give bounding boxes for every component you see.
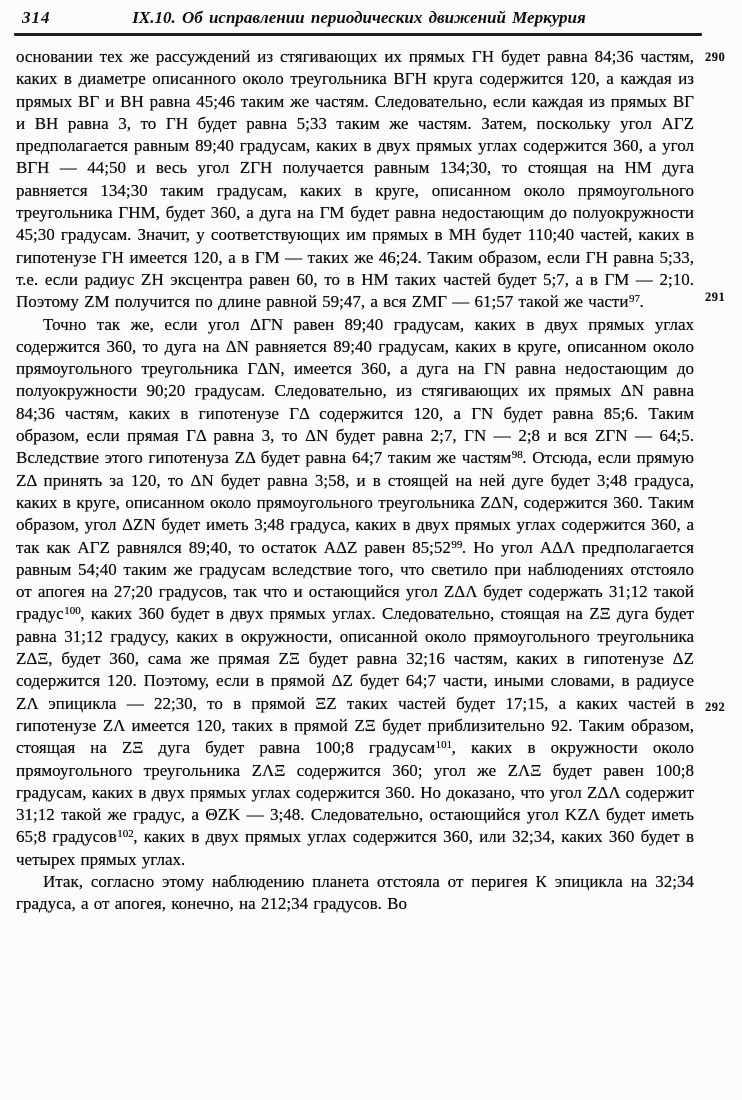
page-number: 314 (22, 8, 51, 27)
page-header (16, 8, 702, 32)
marginal-page-ref-292: 292 (705, 700, 726, 714)
body-text (16, 46, 694, 916)
header-rule (14, 33, 702, 36)
marginal-page-ref-290: 290 (705, 50, 726, 64)
paragraph-1: основании тех же рассуждений из стягивающих их прямых ГН будет равна 84;36 частям, каких в диаметре описанного около треугольника ВГН круга содержится 120, а каждая из прямых ВГ и ВН равна 45;46 таким же частям. Следовательно, если каждая из прямых ВГ и ВН равна 3, то ГН будет равна 5;33 таким же частям. Затем, поскольку угол АГZ предполагается равным 89;40 градусам, каких в двух прямых углах содержится 360, а угол ВГН — 44;50 и весь угол ZГН получается равным 134;30, то стоящая на НМ дуга равняется 134;30 таким градусам, каких в круге, описанном около прямоугольного треугольника ГНМ, будет 360, а дуга на ГМ будет равна недостающим до полуокружности 45;30 градусам. Значит, у соответствующих им прямых в МН будет 110;40 частей, каких в гипотенузе ГН имеется 120, а в ГМ — таких же 46;24. Таким образом, если ГН равна 5;33, т.е. если радиус ZН эксцентра равен 60, то в НМ таких частей будет 5;7, а в ГМ — 2;10. Поэтому ZМ получится по длине равной 59;47, а вся ZМГ — 61;57 такой же части$^{97}$. (16, 47, 694, 312)
footnote-ref: 100 (64, 605, 81, 618)
marginal-page-ref-291: 291 (705, 290, 726, 304)
footnote-ref: 102 (117, 828, 134, 841)
footnote-ref: 97 (628, 293, 640, 306)
footnote-ref: 101 (435, 739, 453, 752)
paragraph-2: Точно так же, если угол ΔГN равен 89;40 градусам, каких в двух прямых углах содержится 360, то дуга на ΔN равняется 89;40 градусам, каких в круге, описанном около прямоугольного треугольника ГΔN, имеется 360, а дуга на ГN равна недостающим до полуокружности 90;20 градусам. Следовательно, из стягивающих их прямых ΔN равна 84;36 частям, каких в гипотенузе ГΔ содержится 120, а ГN будет равна 85;6. Таким образом, если прямая ГΔ равна 3, то ΔN будет равна 2;7, ГN — 2;8 и вся ZГN — 64;5. Вследствие этого гипотенуза ZΔ будет равна 64;7 таким же частям$^{98}$. Отсюда, если прямую ZΔ принять за 120, то ΔN будет равна 3;58, и в стоящей на ней дуге будет 3;48 градуса, каких в круге, описанном около прямоугольного треугольника ZΔN, содержится 360. Таким образом, угол ΔZN будет иметь 3;48 градуса, каких в двух прямых углах содержится 360, а так как АГZ равнялся 89;40, то остаток АΔZ равен $85;52^{99}$. Но угол АΔΛ предполагается равным 54;40 таким же градусам вследствие того, что светило при наблюдениях отстояло от апогея на 27;20 градусов, так что и остающийся угол ZΔΛ будет содержать 31;12 такой градус$^{100}$, каких 360 будет в двух прямых углах. Следовательно, стоящая на ZΞ дуга будет равна 31;12 градусу, каких в окружности, описанной около прямоугольного треугольника ZΔΞ, будет 360, сама же прямая ZΞ будет равна 32;16 частям, каких в гипотенузе ΔZ содержится 120. Поэтому, если в прямой ΔZ будет 64;7 части, иными словами, в радиусе ZΛ эпицикла — 22;30, то в прямой ΞZ таких частей будет 17;15, а каких частей в гипотенузе ZΛ имеется 120, таких в прямой ZΞ будет приблизительно 92. Таким образом, стоящая на ZΞ дуга будет равна 100;8 градусам$^{101}$, каких в окружности около прямоугольного треугольника ZΛΞ содержится 360; угол же ZΛΞ будет равен 100;8 градусам, каких в двух прямых углах содержится 360. Но доказано, что угол ZΔΛ содержит 31;12 такой же градус, а ΘZK — 3;48. Следовательно, остающийся угол KZΛ будет иметь 65;8 градусов$^{102}$, каких в двух прямых углах содержится 360, или 32;34, каких 360 будет в четырех прямых углах. (16, 314, 694, 869)
running-title: IX.10. Об исправлении периодических движений Меркурия (132, 8, 586, 27)
footnote-ref: 99 (451, 538, 463, 551)
paragraph-3: Итак, согласно этому наблюдению планета отстояла от перигея К эпицикла на 32;34 градуса, а от апогея, конечно, на 212;34 градусов. Во (16, 871, 694, 914)
footnote-ref: 98 (511, 449, 523, 462)
